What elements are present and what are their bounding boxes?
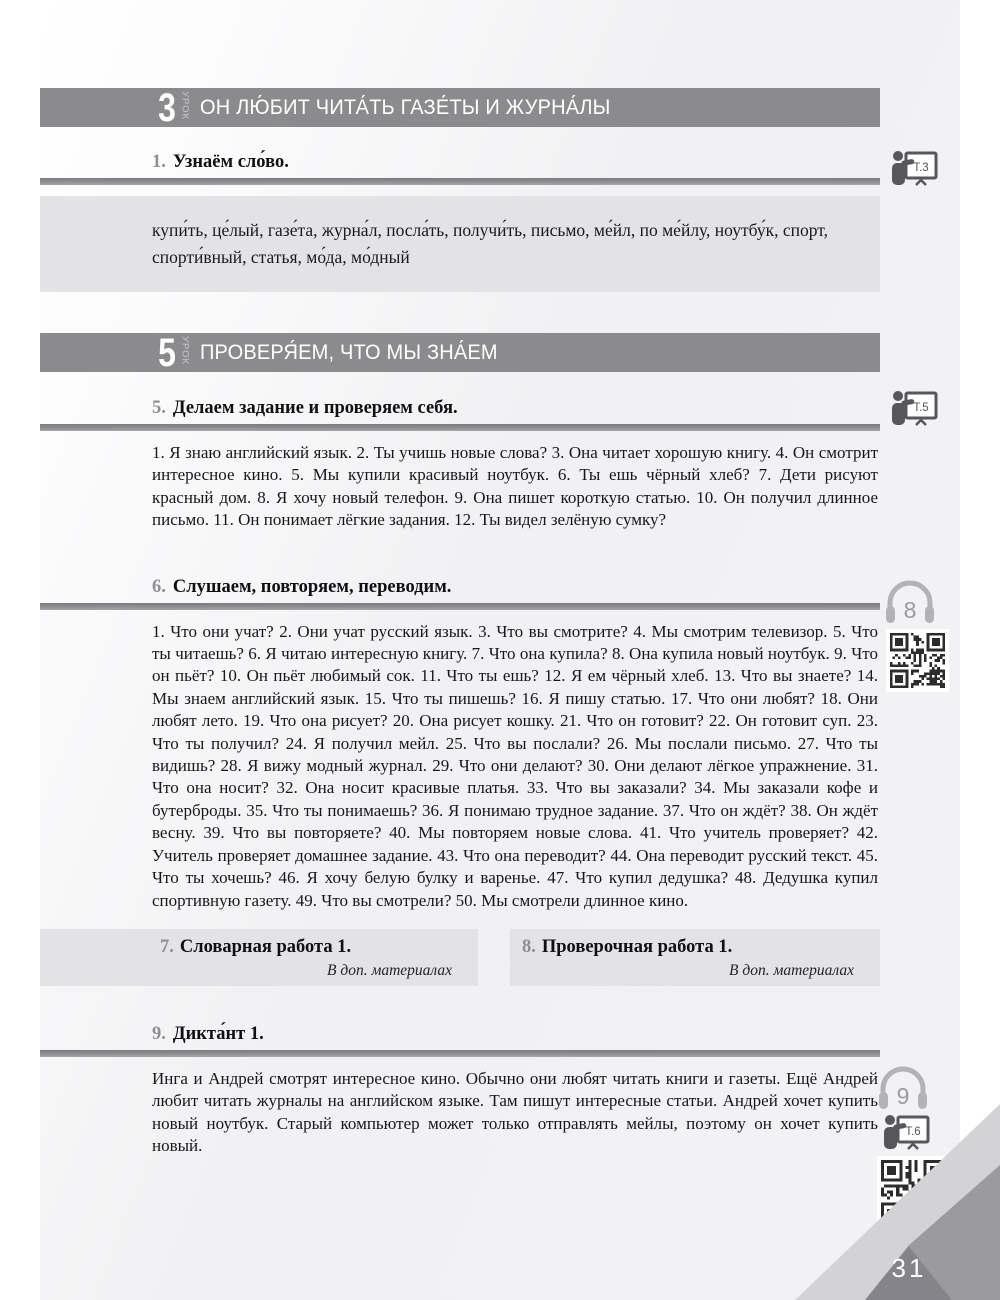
presentation-board-icon bbox=[888, 388, 940, 436]
section-title: Словарная работа 1. bbox=[179, 936, 352, 957]
section-divider-rule bbox=[40, 178, 880, 185]
section-9-heading bbox=[40, 1024, 960, 1046]
section-6-heading bbox=[40, 577, 960, 599]
headphones-icon bbox=[883, 580, 937, 626]
section-title: Дикта́нт 1. bbox=[172, 1023, 264, 1044]
lesson-title: ПРОВЕРЯ́ЕМ, ЧТО МЫ ЗНА́ЕМ bbox=[200, 340, 498, 364]
lesson-label-vertical: УРОК bbox=[179, 335, 191, 365]
page-number: 31 bbox=[891, 1253, 927, 1283]
section-divider-rule bbox=[40, 424, 880, 431]
lesson-label-vertical: УРОК bbox=[179, 90, 191, 120]
lesson-title: ОН ЛЮ́БИТ ЧИТА́ТЬ ГАЗЕ́ТЫ И ЖУРНА́ЛЫ bbox=[200, 95, 611, 119]
section-title: Проверочная работа 1. bbox=[541, 936, 733, 957]
presentation-board-icon bbox=[880, 1112, 932, 1160]
section-5-exercise-text: 1. Я знаю английский язык. 2. Ты учишь новые слова? 3. Она читает хорошую книгу. 4. Он смотрит интересное кино. 5. Мы купили красивый ноутбук. 6. Ты ешь чёрный хлеб? 7. Дети рисуют красный дом. 8. Я хочу новый телефон. 9. Она пишет короткую статью. 10. Он получил длинное письмо. 11. Он понимает лёгкие задания. 12. Ты видел зелёную сумку? bbox=[152, 443, 878, 530]
headphones-icon bbox=[876, 1066, 930, 1112]
lesson-3-header-bar bbox=[40, 85, 880, 130]
board-label: Т.3 bbox=[913, 162, 929, 174]
audio-track-number: 9 bbox=[896, 1083, 910, 1109]
work-box-note: В доп. материалах bbox=[327, 961, 452, 979]
section-5-heading bbox=[40, 398, 960, 420]
section-title: Делаем задание и проверяем себя. bbox=[172, 398, 458, 418]
vocabulary-work-box bbox=[40, 929, 478, 986]
qr-code bbox=[886, 629, 949, 692]
section-number: 5. bbox=[152, 398, 166, 418]
section-number: 9. bbox=[152, 1023, 166, 1044]
board-label: Т.5 bbox=[913, 402, 929, 414]
board-label: Т.6 bbox=[905, 1126, 921, 1138]
work-box-note: В доп. материалах bbox=[729, 961, 854, 979]
section-1-heading bbox=[40, 152, 960, 174]
work-box-heading bbox=[160, 937, 452, 958]
lesson-5-header-bar bbox=[40, 330, 880, 375]
test-work-box bbox=[510, 929, 880, 986]
section-number: 1. bbox=[152, 152, 166, 172]
section-divider-rule bbox=[40, 1050, 880, 1057]
lesson-number: 5 bbox=[158, 330, 176, 375]
section-title: Слушаем, повторяем, переводим. bbox=[172, 576, 452, 597]
section-9-dictation-text: Инга и Андрей смотрят интересное кино. Обычно они любят читать книги и газеты. Ещё Андрей любит читать журналы на английском языке. Там пишут интересные статьи. Андрей хочет купить новый ноутбук. Старый компьютер может только отправлять мейлы, поэтому он хочет купить новый. bbox=[152, 1068, 878, 1156]
vocabulary-box bbox=[40, 196, 880, 292]
work-box-heading bbox=[522, 937, 854, 958]
section-number: 7. bbox=[160, 936, 174, 957]
page-sheet bbox=[40, 0, 960, 1300]
section-title: Узнаём сло́во. bbox=[172, 152, 289, 172]
section-6-exercise-text: 1. Что они учат? 2. Они учат русский язык. 3. Что вы смотрите? 4. Мы смотрим телевизор. 5. Что ты читаешь? 6. Я читаю интересную книгу. 7. Что она купила? 8. Она купила новый ноутбук. 9. Что он пьёт? 10. Он пьёт любимый сок. 11. Что ты ешь? 12. Я ем чёрный хлеб. 13. Что вы знаете? 14. Мы знаем английский язык. 15. Что ты пишешь? 16. Я пишу статью. 17. Что они любят? 18. Они любят лето. 19. Что она рисует? 20. Она рисует кошку. 21. Что он готовит? 22. Он готовит суп. 23. Что ты получил? 24. Я получил мейл. 25. Что вы послали? 26. Мы послали письмо. 27. Что ты видишь? 28. Я вижу модный журнал. 29. Что они делают? 30. Они делают лёгкое упражнение. 31. Что она носит? 32. Она носит красивые платья. 33. Что вы заказали? 34. Мы заказали кофе и бутерброды. 35. Что ты понимаешь? 36. Я понимаю трудное задание. 37. Что он ждёт? 38. Он ждёт весну. 39. Что вы повторяете? 40. Мы повторяем новые слова. 41. Что учитель проверяет? 42. Учитель проверяет домашнее задание. 43. Что она переводит? 44. Она переводит русский текст. 45. Что ты хочешь? 46. Я хочу белую булку и варенье. 47. Что купил дедушка? 48. Дедушка купил спортивную газету. 49. Что вы смотрели? 50. Мы смотрели длинное кино. bbox=[152, 621, 878, 910]
presentation-board-icon bbox=[888, 148, 940, 196]
vocabulary-text: купи́ть, це́лый, газе́та, журна́л, посла́ть, получи́ть, письмо, ме́йл, по ме́йлу, ноутбу́к, спорт, спорти́вный, статья, мо́да, мо́дный bbox=[152, 220, 828, 267]
section-number: 6. bbox=[152, 576, 166, 597]
lesson-number: 3 bbox=[158, 85, 176, 130]
section-number: 8. bbox=[522, 936, 536, 957]
section-divider-rule bbox=[40, 603, 880, 610]
work-boxes-row bbox=[40, 929, 880, 986]
audio-track-number: 8 bbox=[903, 597, 917, 623]
